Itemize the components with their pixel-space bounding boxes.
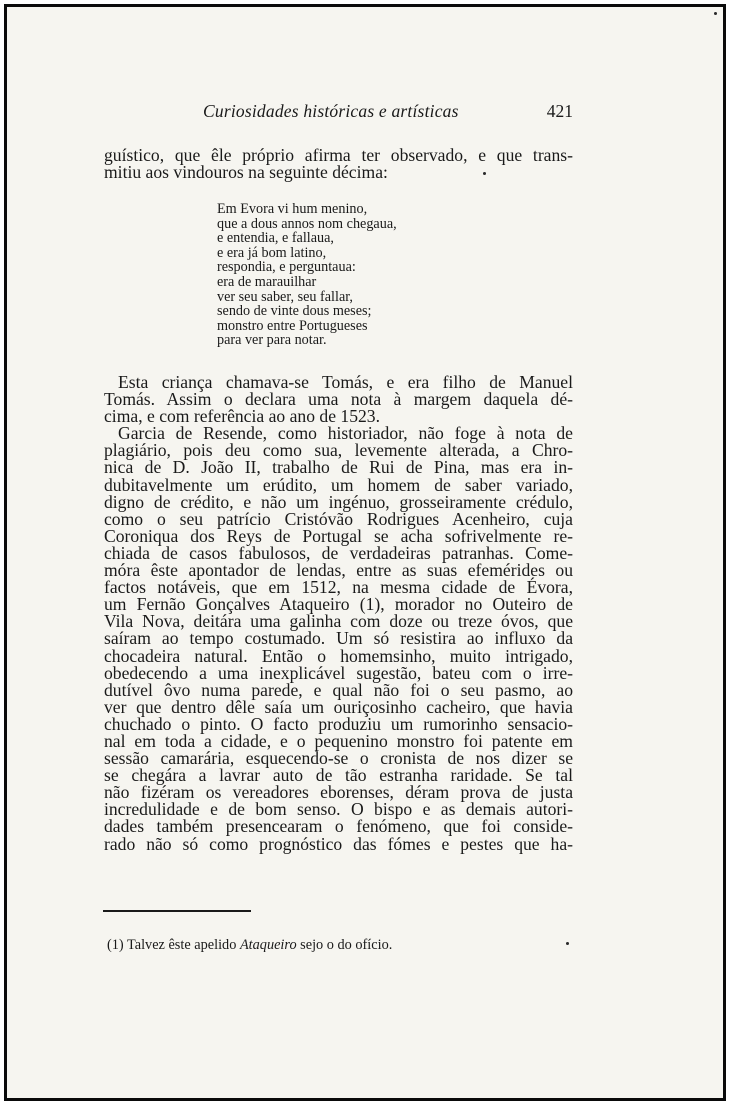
text-line: dutível ôvo numa parede, e qual não foi o seu pasmo, ao (104, 679, 573, 700)
text-line: Garcia de Resende, como historiador, não foge à nota de (118, 423, 573, 444)
text-line: cima, e com referência ao ano de 1523. (104, 406, 380, 427)
text-line: Tomás. Assim o declara uma nota à margem daquela dé- (104, 389, 573, 410)
body-text (104, 374, 573, 853)
text-line: Coroniqua dos Reys de Portugal se acha sofrivelmente re- (104, 525, 573, 546)
text-line: chuchado o pinto. O facto produziu um rumorinho sensacio- (104, 713, 573, 734)
text-line: nal em toda a cidade, e o pequenino monstro foi patente em (104, 730, 573, 751)
verse-line: era de marauilhar (217, 273, 317, 290)
page-number: 421 (546, 101, 573, 121)
text-line: móra êste apontador de lendas, entre as suas efemérides ou (104, 560, 573, 581)
text-line: não fizéram os vereadores eborenses, déram prova de justa (104, 782, 573, 803)
text-line: plagiário, pois deu como sua, levemente alterada, a Chro- (104, 440, 573, 461)
running-title: Curiosidades históricas e artísticas (203, 101, 459, 121)
text-line: um Fernão Gonçalves Ataqueiro (1), morador no Outeiro de (104, 594, 573, 615)
running-head (203, 101, 573, 127)
text-line: se chegára a lavrar auto de tão estranha raridade. Se tal (104, 765, 573, 786)
verse-line: e entendia, e fallaua, (217, 230, 334, 247)
text-line: mitiu aos vindouros na seguinte décima: (104, 162, 388, 183)
text-line: factos notáveis, que em 1512, na mesma cidade de Évora, (104, 577, 573, 598)
text-line: obedecendo a uma inexplicável sugestão, bateu com o irre- (104, 662, 573, 683)
text-line: ver que dentro dêle saía um ouriçosinho cacheiro, que havia (104, 696, 573, 717)
print-speck (566, 942, 569, 945)
text-line: dubitavelmente um erúdito, um homem de saber variado, (104, 474, 573, 495)
footnote-text-end: sejo o do ofício. (300, 937, 393, 953)
verse-line: sendo de vinte dous meses; (217, 303, 372, 320)
text-line: saíram ao tempo costumado. Um só resistira ao influxo da (104, 628, 573, 649)
print-speck (714, 12, 717, 15)
text-line: guístico, que êle próprio afirma ter observado, e que trans- (104, 145, 573, 165)
verse-line: e era já bom latino, (217, 244, 327, 261)
verse-line: para ver para notar. (217, 332, 327, 349)
text-line: dades também presencearam o fenómeno, que foi conside- (104, 816, 573, 837)
text-line: rado não só como prognóstico das fómes e pestes que ha- (104, 833, 573, 854)
decima-verse (217, 202, 457, 348)
footnote-italic-term: Ataqueiro (239, 937, 297, 953)
footnote (107, 937, 392, 954)
text-line: como o seu patrício Cristóvão Rodrigues Acenheiro, cuja (104, 508, 573, 529)
footnote-rule (103, 910, 251, 912)
text-line: nica de D. João II, trabalho de Rui de Pina, mas era in- (104, 457, 573, 478)
text-line: incredulidade e de bom senso. O bispo e as demais autori- (104, 799, 573, 820)
text-line: digno de crédito, e não um ingénuo, grosseiramente crédulo, (104, 491, 573, 512)
verse-line: que a dous annos nom chegaua, (217, 215, 397, 232)
verse-line: Em Evora vi hum menino, (217, 201, 368, 217)
verse-line: ver seu saber, seu fallar, (217, 288, 353, 305)
intro-paragraph (104, 147, 573, 181)
verse-line: respondia, e perguntaua: (217, 259, 356, 276)
footnote-marker: (1) (107, 937, 124, 953)
text-line: chocadeira natural. Então o homemsinho, muito intrigado, (104, 645, 573, 666)
text-line: chiada de casos fabulosos, de verdadeiras patranhas. Come- (104, 542, 573, 563)
footnote-text: Talvez êste apelido (127, 937, 237, 953)
verse-line: monstro entre Portugueses (217, 317, 368, 334)
text-line: Vila Nova, deitára uma galinha com doze ou treze óvos, que (104, 611, 573, 632)
print-speck (483, 172, 486, 175)
text-line: Esta criança chamava-se Tomás, e era filho de Manuel (118, 372, 573, 392)
text-line: sessão camarária, esquecendo-se o cronista de nos dizer se (104, 748, 573, 769)
